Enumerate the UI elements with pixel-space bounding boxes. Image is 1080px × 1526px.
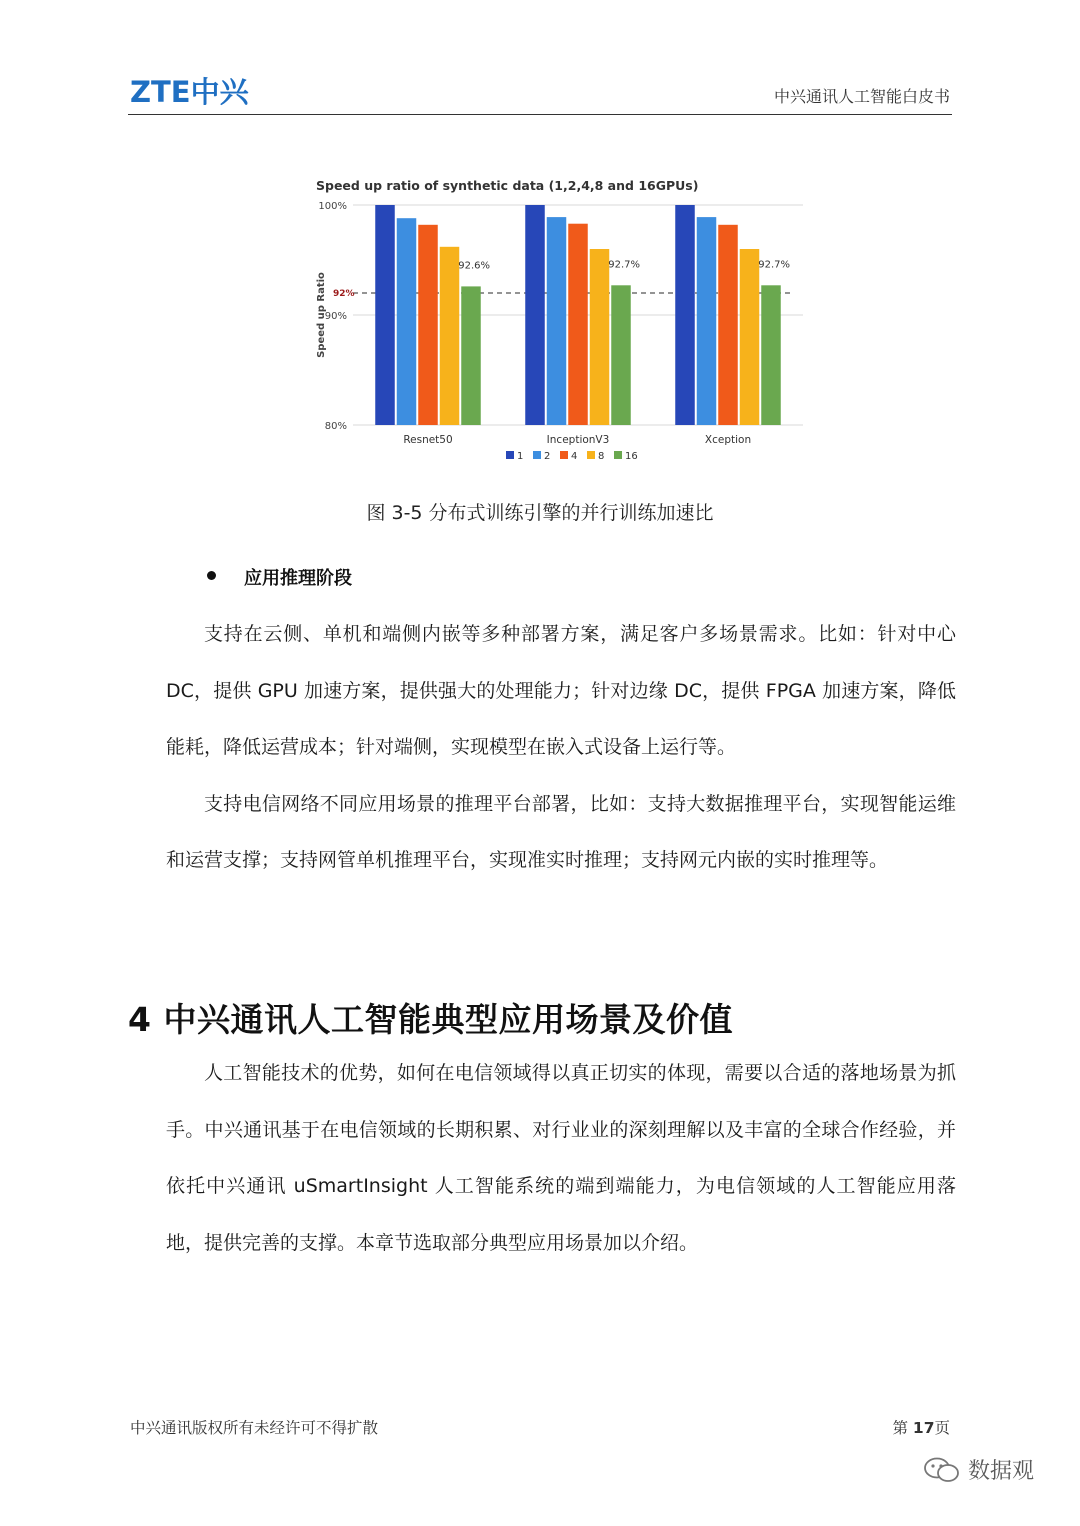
- page-prefix: 第: [892, 1419, 908, 1437]
- bar-Xception-4: [718, 225, 738, 425]
- legend-swatch: [587, 451, 595, 459]
- chart-legend: [506, 451, 638, 462]
- bar-InceptionV3-4: [568, 224, 588, 425]
- x-category-label: Resnet50: [403, 434, 453, 446]
- legend-swatch: [560, 451, 568, 459]
- paragraph: 人工智能技术的优势，如何在电信领域得以真正切实的体现，需要以合适的落地场景为抓手。中兴通讯基于在电信领域的长期积累、对行业业的深刻理解以及丰富的全球合作经验，并依托中兴通讯 uSmartInsight 人工智能系统的端到端能力，为电信领域的人工智能应用落地，提供完善的支撑。本章节选取部分典型应用场景加以介绍。: [166, 1062, 956, 1254]
- paragraph: 支持在云侧、单机和端侧内嵌等多种部署方案，满足客户多场景需求。比如：针对中心 DC，提供 GPU 加速方案，提供强大的处理能力；针对边缘 DC，提供 FPGA 加速方案，降低能耗，降低运营成本；针对端侧，实现模型在嵌入式设备上运行等。: [166, 623, 956, 758]
- y-axis-label: Speed up Ratio: [316, 272, 327, 358]
- y-tick-label: 80%: [324, 421, 347, 432]
- legend-label: 1: [517, 451, 524, 462]
- x-category-label: InceptionV3: [546, 434, 610, 446]
- chart-title: Speed up ratio of synthetic data (1,2,4,8 and 16GPUs): [316, 178, 699, 193]
- data-label: 92.7%: [608, 259, 641, 271]
- section-heading: 4 中兴通讯人工智能典型应用场景及价值: [128, 1000, 733, 1039]
- bar-Resnet50-1: [375, 205, 395, 425]
- footer-copyright: 中兴通讯版权所有未经许可不得扩散: [130, 1419, 379, 1437]
- bar-Xception-8: [740, 249, 760, 425]
- bar-Resnet50-2: [397, 218, 417, 425]
- chart-svg: [308, 172, 808, 472]
- bar-InceptionV3-1: [525, 205, 545, 425]
- chart-bars: [375, 205, 781, 425]
- page-suffix: 页: [934, 1419, 950, 1437]
- legend-label: 16: [625, 451, 638, 462]
- legend-label: 2: [544, 451, 551, 462]
- legend-label: 4: [571, 451, 578, 462]
- document-title: 中兴通讯人工智能白皮书: [773, 87, 950, 106]
- zte-logo: [130, 72, 249, 108]
- watermark-text: 数据观: [968, 1459, 1035, 1484]
- bar-Xception-16: [761, 285, 781, 425]
- bar-Resnet50-16: [461, 286, 481, 425]
- bar-InceptionV3-2: [547, 217, 567, 425]
- watermark: [922, 1454, 1034, 1485]
- inference-section-body: [166, 606, 956, 889]
- logo-text: ZTE中兴: [130, 74, 249, 109]
- bullet-heading: 应用推理阶段: [244, 568, 352, 589]
- bar-Resnet50-4: [418, 225, 438, 425]
- reference-label: 92%: [333, 289, 355, 299]
- footer-page-number: [892, 1416, 950, 1438]
- wechat-icon: [922, 1456, 962, 1484]
- y-tick-label: 100%: [318, 201, 347, 212]
- page-number: 17: [912, 1419, 935, 1437]
- legend-label: 8: [598, 451, 605, 462]
- paragraph: 支持电信网络不同应用场景的推理平台部署，比如：支持大数据推理平台，实现智能运维和运营支撑；支持网管单机推理平台，实现准实时推理；支持网元内嵌的实时推理等。: [166, 792, 956, 871]
- bar-Xception-1: [675, 205, 695, 425]
- speedup-chart: [308, 172, 808, 472]
- y-tick-label: 90%: [324, 311, 347, 322]
- data-label: 92.7%: [758, 259, 791, 271]
- section-body: [166, 1045, 956, 1271]
- bar-Xception-2: [697, 217, 717, 425]
- header-divider: [128, 114, 952, 115]
- legend-swatch: [614, 451, 622, 459]
- bullet-icon: [207, 571, 216, 580]
- legend-swatch: [533, 451, 541, 459]
- figure-caption: 图 3-5 分布式训练引擎的并行训练加速比: [366, 502, 714, 524]
- x-category-label: Xception: [704, 434, 752, 446]
- bar-InceptionV3-16: [611, 285, 631, 425]
- bar-InceptionV3-8: [590, 249, 610, 425]
- legend-swatch: [506, 451, 514, 459]
- bar-Resnet50-8: [440, 247, 460, 425]
- data-label: 92.6%: [458, 260, 491, 272]
